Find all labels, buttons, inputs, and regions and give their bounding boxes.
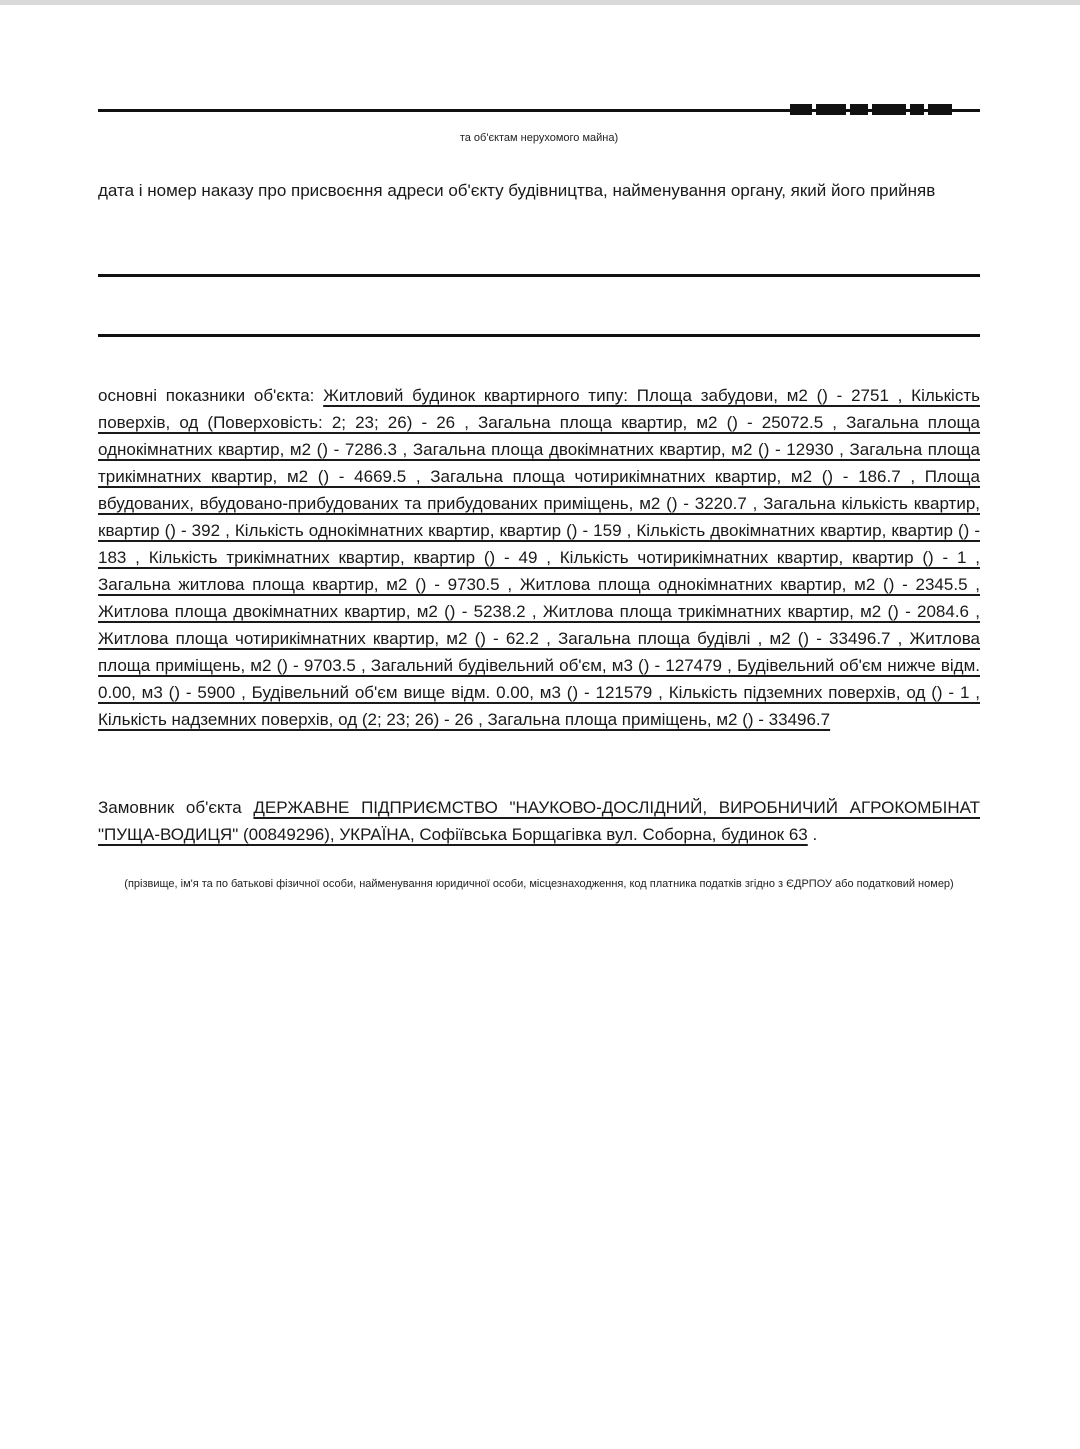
customer-paragraph: [98, 794, 980, 848]
top-border-strip: [0, 0, 1080, 5]
cropped-text-artifact: [790, 104, 980, 115]
indicators-paragraph: [98, 382, 980, 733]
order-info-label: дата і номер наказу про присвоєння адреси об'єкту будівництва, найменування органу, який його прийняв: [98, 181, 936, 200]
customer-footnote: (прізвище, ім'я та по батькові фізичної особи, найменування юридичної особи, місцезнаходження, код платника податків згідно з ЄДРПОУ або податковий номер): [124, 878, 954, 890]
indicators-value: Житловий будинок квартирного типу: Площа забудови, м2 () - 2751 , Кількість поверхів, од (Поверховість: 2; 23; 26) - 26 , Загальна площа квартир, м2 () - 25072.5 , Загальна площа однокімнатних квартир, м2 () - 7286.3 , Загальна площа двокімнатних квартир, м2 () - 12930 , Загальна площа трикімнатних квартир, м2 () - 4669.5 , Загальна площа чотирикімнатних квартир, м2 () - 186.7 , Площа вбудованих, вбудовано-прибудованих та прибудованих приміщень, м2 () - 3220.7 , Загальна кількість квартир, квартир () - 392 , Кількість однокімнатних квартир, квартир () - 159 , Кількість двокімнатних квартир, квартир () - 183 , Кількість трикімнатних квартир, квартир () - 49 , Кількість чотирикімнатних квартир, квартир () - 1 , Загальна житлова площа квартир, м2 () - 9730.5 , Житлова площа однокімнатних квартир, м2 () - 2345.5 , Житлова площа двокімнатних квартир, м2 () - 5238.2 , Житлова площа трикімнатних квартир, м2 () - 2084.6 , Житлова площа чотирикімнатних квартир, м2 () - 62.2 , Загальна площа будівлі , м2 () - 33496.7 , Житлова площа приміщень, м2 () - 9703.5 , Загальний будівельний об'єм, м3 () - 127479 , Будівельний об'єм нижче відм. 0.00, м3 () - 5900 , Будівельний об'єм вище відм. 0.00, м3 () - 121579 , Кількість підземних поверхів, од () - 1 , Кількість надземних поверхів, од (2; 23; 26) - 26 , Загальна площа приміщень, м2 () - 33496.7: [98, 386, 980, 729]
customer-end: .: [812, 825, 818, 844]
order-fill-line-2: [98, 334, 980, 337]
customer-label: Замовник об'єкта: [98, 798, 242, 817]
order-fill-line-1: [98, 274, 980, 277]
customer-value: ДЕРЖАВНЕ ПІДПРИЄМСТВО "НАУКОВО-ДОСЛІДНИЙ, ВИРОБНИЧИЙ АГРОКОМБІНАТ "ПУЩА-ВОДИЦЯ" (00849296), УКРАЇНА, Софіївська Борщагівка вул. Соборна, будинок 63: [98, 798, 980, 844]
header-caption: та об'єктам нерухомого майна): [459, 132, 619, 144]
indicators-label: основні показники об'єкта:: [98, 386, 315, 405]
